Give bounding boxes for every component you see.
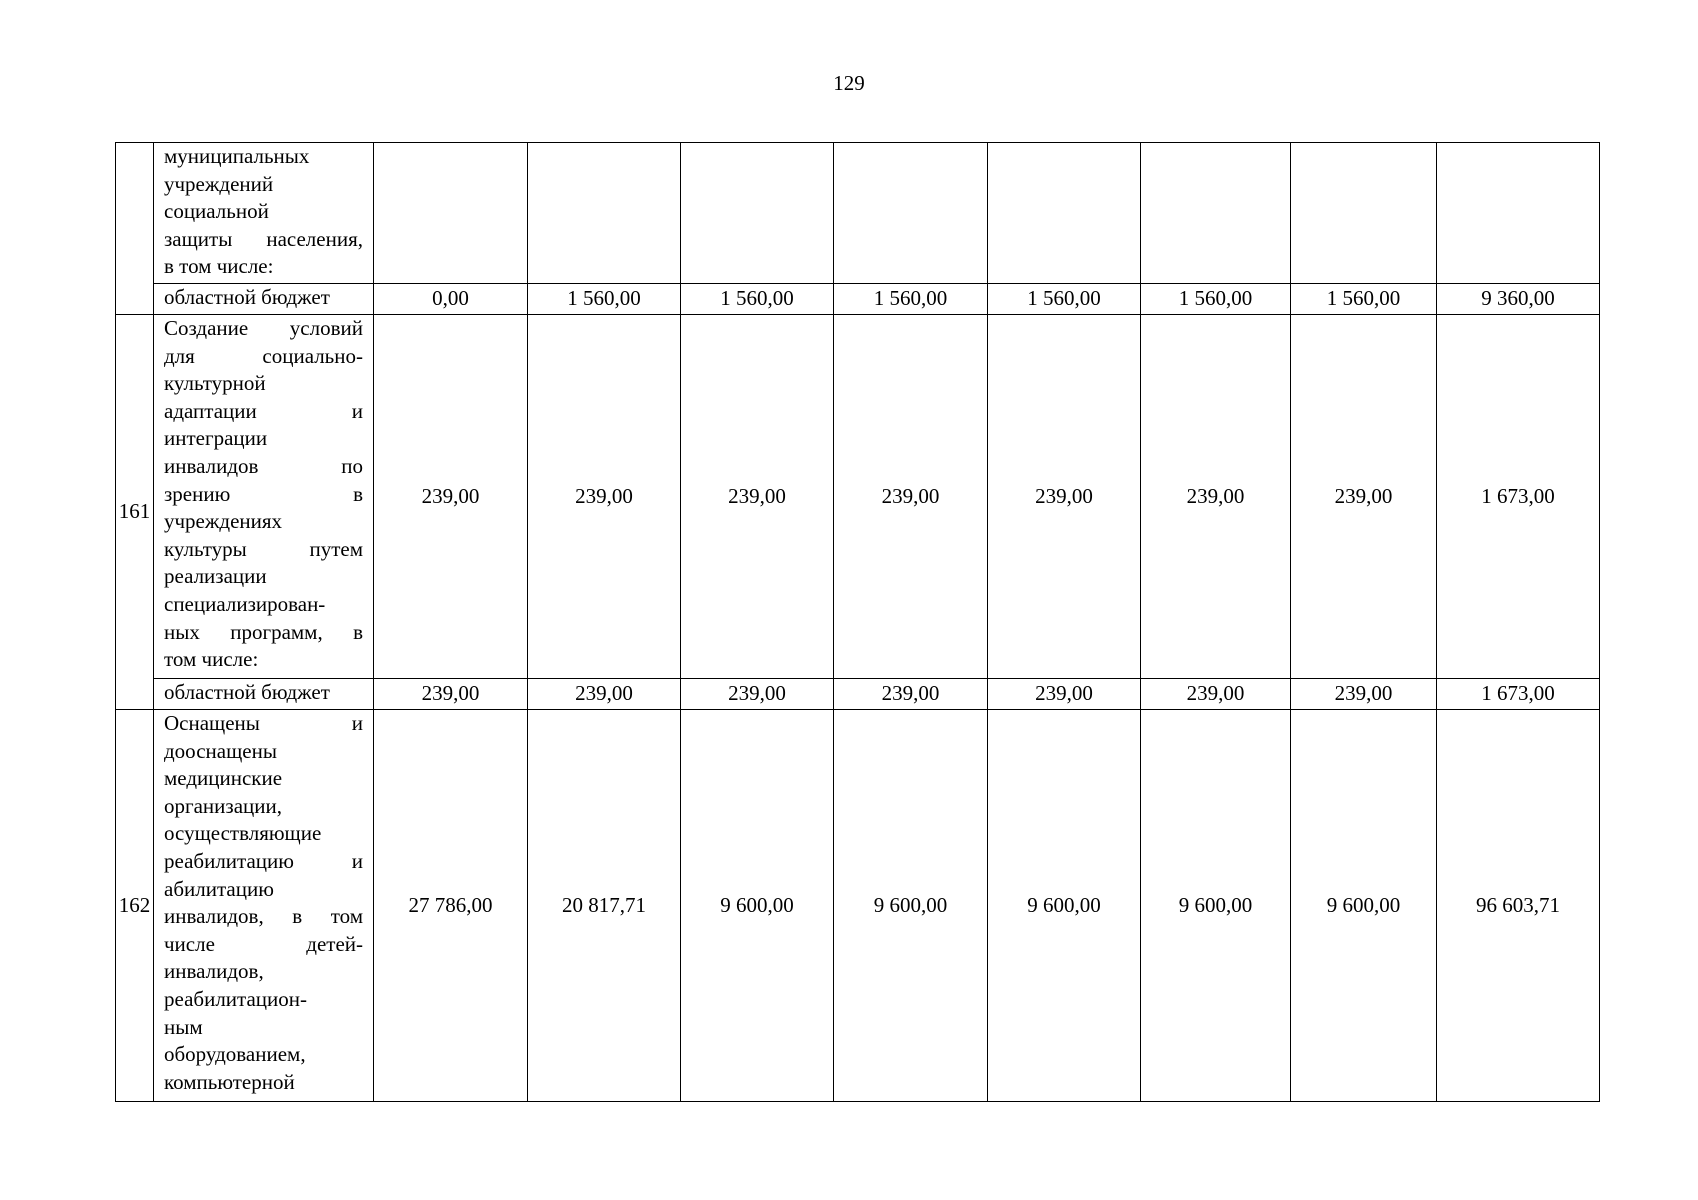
year-value-cell: 239,00 — [528, 679, 681, 710]
description-line: учреждениях — [164, 509, 283, 534]
description-line: адаптации и — [164, 398, 363, 423]
description-cell — [154, 143, 374, 284]
year-value-cell: 9 600,00 — [1291, 710, 1437, 1102]
budget-table — [115, 142, 1600, 1102]
description-line: реабилитацион- — [164, 986, 308, 1011]
table-row — [116, 143, 1600, 284]
year-value-cell: 239,00 — [988, 315, 1141, 679]
year-value-cell: 1 560,00 — [1291, 284, 1437, 315]
description-line: в том числе: — [164, 254, 274, 279]
description-line: ных программ, в — [164, 619, 363, 644]
funding-source-cell: областной бюджет — [154, 679, 374, 710]
total-value-cell: 1 673,00 — [1437, 315, 1600, 679]
total-value-cell: 1 673,00 — [1437, 679, 1600, 710]
year-value-cell: 239,00 — [681, 679, 834, 710]
year-value-cell: 239,00 — [681, 315, 834, 679]
year-value-cell: 239,00 — [834, 315, 988, 679]
year-value-cell: 9 600,00 — [1141, 710, 1291, 1102]
year-value-cell: 239,00 — [1291, 315, 1437, 679]
funding-source-cell: областной бюджет — [154, 284, 374, 315]
description-line: учреждений — [164, 171, 274, 196]
row-number-cell: 161 — [116, 315, 154, 710]
year-value-cell: 27 786,00 — [374, 710, 528, 1102]
year-value-cell: 1 560,00 — [988, 284, 1141, 315]
description-line: инвалидов, в том — [164, 904, 363, 929]
row-number-cell — [116, 143, 154, 315]
year-value-cell: 1 560,00 — [1141, 284, 1291, 315]
description-line: социальной — [164, 199, 269, 224]
year-value-cell — [374, 143, 528, 284]
description-line: оборудованием, — [164, 1042, 306, 1067]
year-value-cell — [681, 143, 834, 284]
description-line: реализации — [164, 564, 267, 589]
table-row — [116, 679, 1600, 710]
row-number-cell: 162 — [116, 710, 154, 1102]
year-value-cell: 1 560,00 — [834, 284, 988, 315]
description-line: специализирован- — [164, 591, 326, 616]
description-line: Создание условий — [164, 316, 363, 340]
year-value-cell: 9 600,00 — [681, 710, 834, 1102]
year-value-cell — [528, 143, 681, 284]
year-value-cell: 239,00 — [374, 315, 528, 679]
description-line: инвалидов, — [164, 959, 264, 984]
description-cell — [154, 710, 374, 1102]
description-line: для социально- — [164, 343, 363, 368]
year-value-cell: 9 600,00 — [834, 710, 988, 1102]
year-value-cell: 9 600,00 — [988, 710, 1141, 1102]
year-value-cell — [834, 143, 988, 284]
description-line: числе детей- — [164, 931, 363, 956]
table-row — [116, 315, 1600, 679]
description-line: зрению в — [164, 481, 363, 506]
description-line: компьютерной — [164, 1069, 295, 1094]
year-value-cell: 239,00 — [988, 679, 1141, 710]
description-line: культуры путем — [164, 536, 363, 561]
description-line: Оснащены и — [164, 711, 363, 735]
description-line: осуществляющие — [164, 821, 322, 846]
total-value-cell — [1437, 143, 1600, 284]
description-line: том числе: — [164, 647, 259, 672]
year-value-cell — [1141, 143, 1291, 284]
year-value-cell: 239,00 — [1291, 679, 1437, 710]
total-value-cell: 96 603,71 — [1437, 710, 1600, 1102]
description-line: интеграции — [164, 426, 268, 451]
year-value-cell: 1 560,00 — [681, 284, 834, 315]
year-value-cell — [988, 143, 1141, 284]
total-value-cell: 9 360,00 — [1437, 284, 1600, 315]
page-number: 129 — [833, 71, 865, 95]
year-value-cell: 239,00 — [834, 679, 988, 710]
description-line: медицинские — [164, 766, 283, 791]
description-line: муниципальных — [164, 144, 310, 168]
description-line: организации, — [164, 793, 282, 818]
description-line: ным — [164, 1014, 203, 1039]
year-value-cell: 1 560,00 — [528, 284, 681, 315]
year-value-cell — [1291, 143, 1437, 284]
description-line: абилитацию — [164, 876, 274, 901]
description-cell — [154, 315, 374, 679]
table-row — [116, 710, 1600, 1102]
year-value-cell: 239,00 — [528, 315, 681, 679]
description-line: инвалидов по — [164, 453, 363, 478]
year-value-cell: 239,00 — [1141, 679, 1291, 710]
year-value-cell: 239,00 — [374, 679, 528, 710]
description-line: культурной — [164, 371, 266, 396]
year-value-cell: 20 817,71 — [528, 710, 681, 1102]
description-line: реабилитацию и — [164, 848, 363, 873]
year-value-cell: 239,00 — [1141, 315, 1291, 679]
description-line: защиты населения, — [164, 226, 363, 251]
year-value-cell: 0,00 — [374, 284, 528, 315]
table-row — [116, 284, 1600, 315]
description-line: дооснащены — [164, 738, 277, 763]
